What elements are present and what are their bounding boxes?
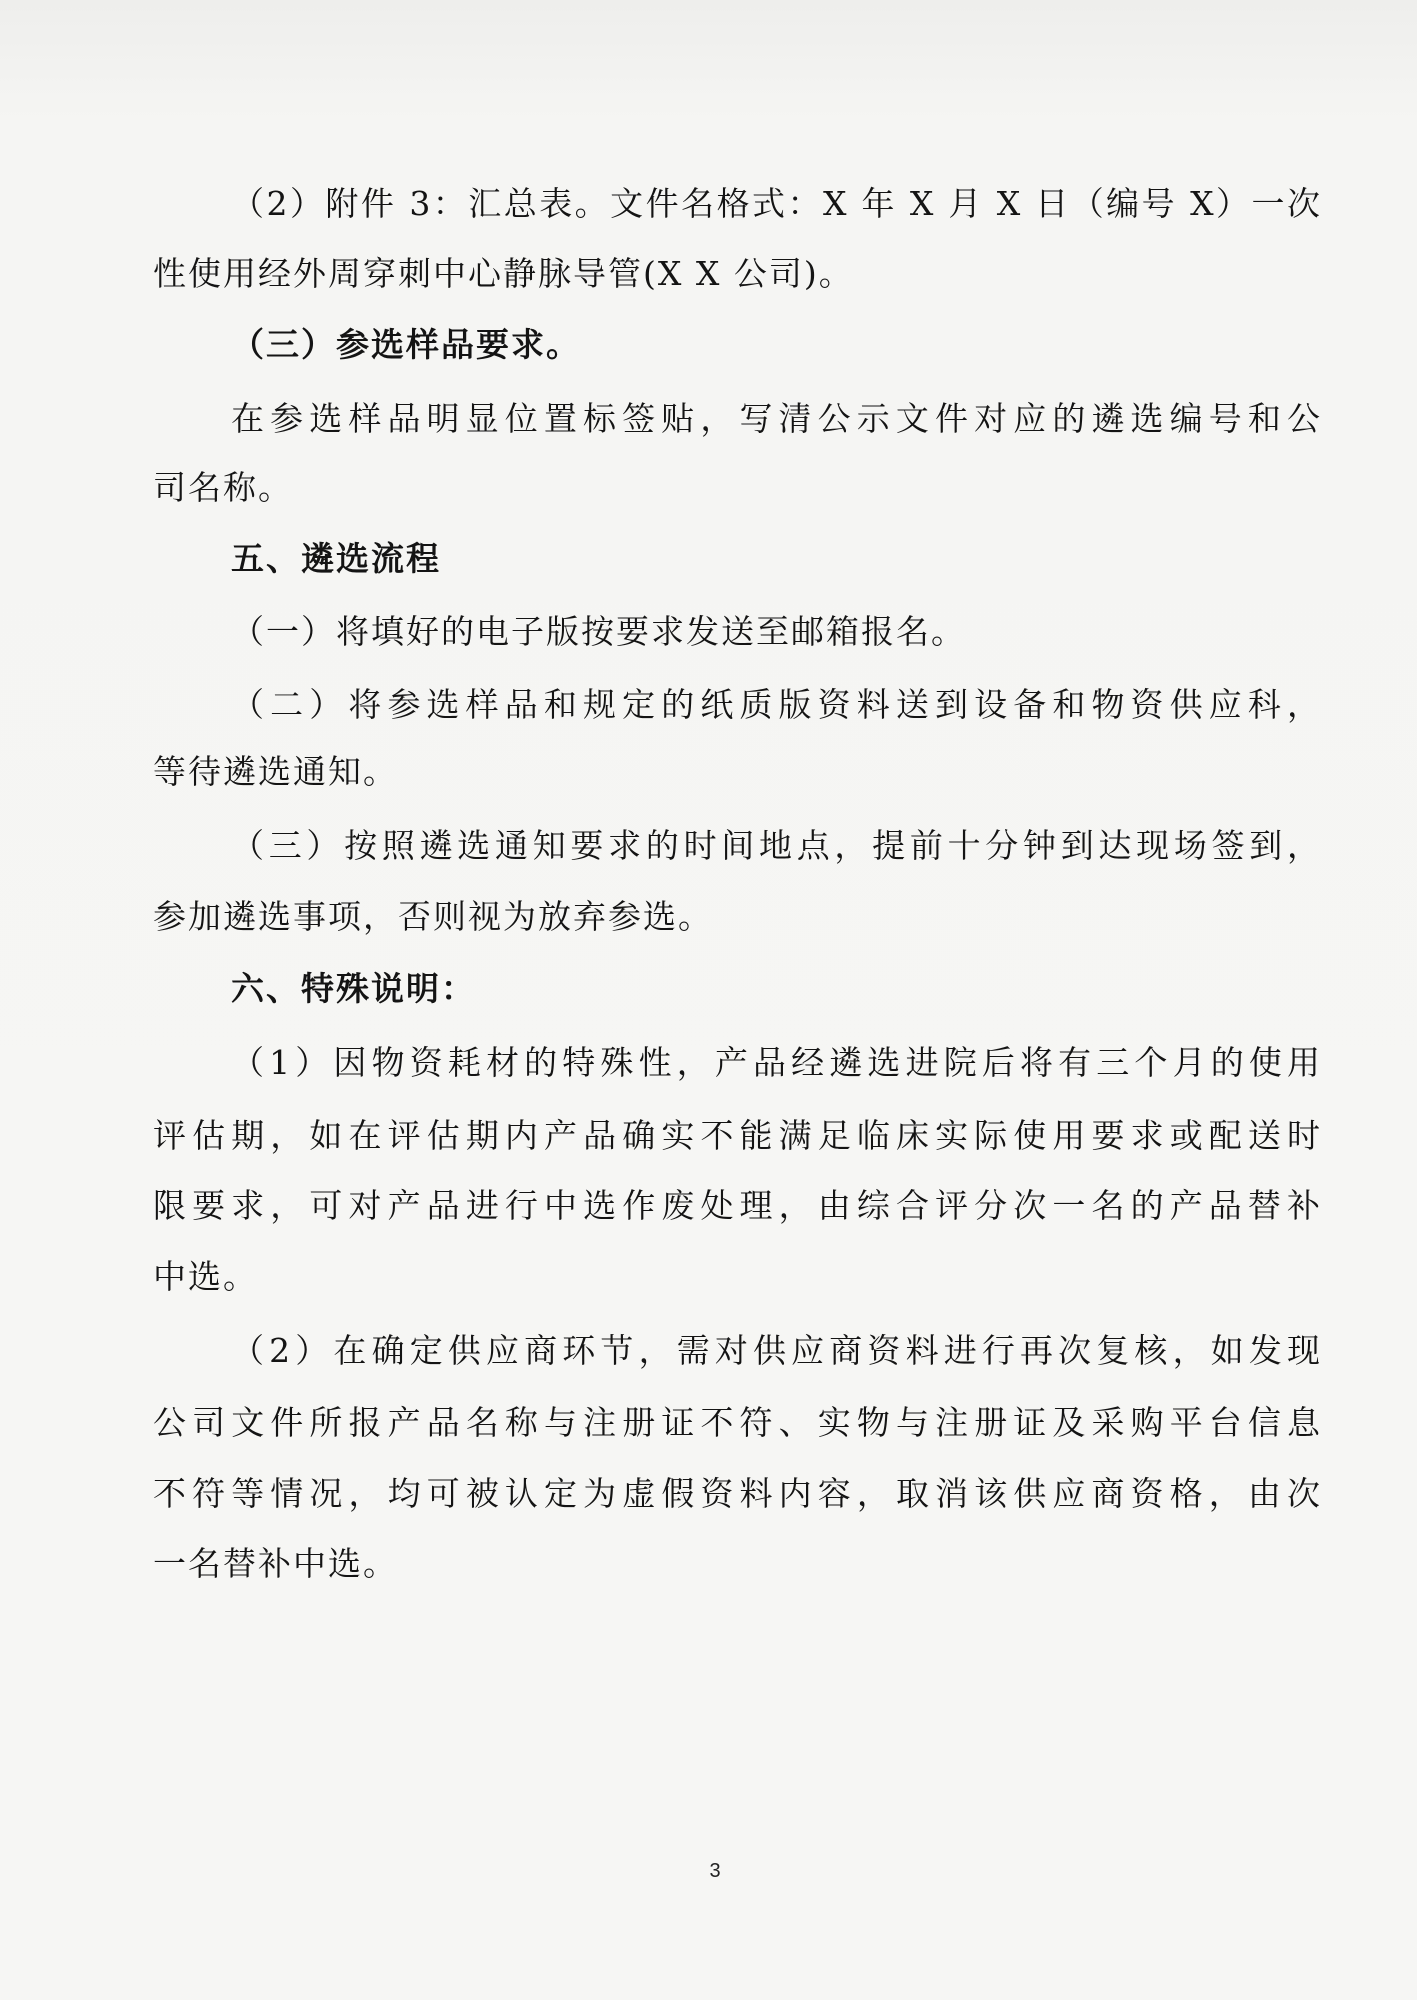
text-line: （1）因物资耗材的特殊性，产品经遴选进院后将有三个月的使用 — [231, 1043, 1322, 1082]
text-line: 性使用经外周穿刺中心静脉导管(X X 公司)。 — [153, 254, 854, 293]
text-line: （2）附件 3：汇总表。文件名格式：X 年 X 月 X 日（编号 X）一次 — [231, 184, 1322, 223]
text-line: 不符等情况，均可被认定为虚假资料内容，取消该供应商资格，由次 — [153, 1474, 1322, 1513]
text-line: 中选。 — [153, 1257, 258, 1296]
text-line: 评估期，如在评估期内产品确实不能满足临床实际使用要求或配送时 — [153, 1116, 1322, 1155]
text-line: 限要求，可对产品进行中选作废处理，由综合评分次一名的产品替补 — [153, 1186, 1322, 1225]
page-number: 3 — [709, 1860, 721, 1882]
section-heading: 五、遴选流程 — [231, 539, 441, 578]
text-line: （二）将参选样品和规定的纸质版资料送到设备和物资供应科， — [231, 685, 1322, 724]
text-line: 公司文件所报产品名称与注册证不符、实物与注册证及采购平台信息 — [153, 1403, 1322, 1442]
text-line: 参加遴选事项，否则视为放弃参选。 — [153, 897, 713, 936]
section-heading: （三）参选样品要求。 — [231, 325, 581, 364]
text-line: （2）在确定供应商环节，需对供应商资料进行再次复核，如发现 — [231, 1331, 1322, 1370]
section-heading: 六、特殊说明： — [231, 969, 476, 1008]
text-line: 司名称。 — [153, 468, 293, 507]
text-line: 一名替补中选。 — [153, 1544, 398, 1583]
text-line: （一）将填好的电子版按要求发送至邮箱报名。 — [231, 612, 966, 651]
text-line: 等待遴选通知。 — [153, 752, 398, 791]
text-line: （三）按照遴选通知要求的时间地点，提前十分钟到达现场签到， — [231, 826, 1322, 865]
text-line: 在参选样品明显位置标签贴，写清公示文件对应的遴选编号和公 — [231, 399, 1322, 438]
